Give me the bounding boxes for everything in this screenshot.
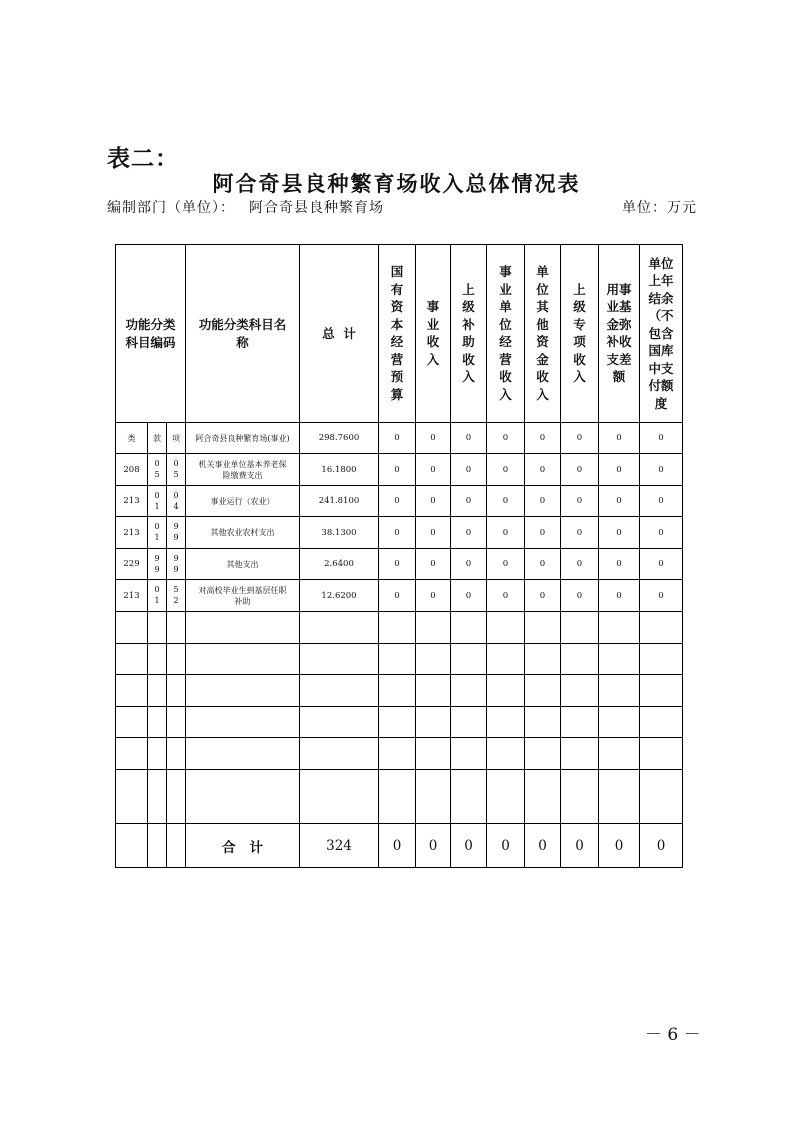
income-table xyxy=(115,244,683,868)
row-value: 0 xyxy=(487,423,525,454)
row-value: 0 xyxy=(487,580,525,612)
total-col-value: 0 xyxy=(561,824,599,868)
row-value: 0 xyxy=(487,549,525,580)
row-value: 0 xyxy=(451,486,487,517)
row-section-code: 99 xyxy=(148,549,167,580)
row-value: 0 xyxy=(525,517,561,549)
header-name: 功能分类科目名称 xyxy=(186,245,300,423)
row-value: 0 xyxy=(416,454,451,486)
row-item-code: 99 xyxy=(167,549,186,580)
total-label: 合 计 xyxy=(186,824,300,868)
row-value: 0 xyxy=(525,486,561,517)
table-row xyxy=(116,486,683,517)
row-value: 0 xyxy=(379,486,416,517)
row-item-code: 04 xyxy=(167,486,186,517)
total-col-value: 0 xyxy=(525,824,561,868)
total-col-value: 0 xyxy=(451,824,487,868)
total-value: 324 xyxy=(300,824,379,868)
table-row xyxy=(116,580,683,612)
total-col-value: 0 xyxy=(487,824,525,868)
row-value: 0 xyxy=(640,454,683,486)
row-value: 0 xyxy=(525,549,561,580)
row-total: 241.8100 xyxy=(300,486,379,517)
table-row xyxy=(116,454,683,486)
row-section-code: 01 xyxy=(148,486,167,517)
empty-row xyxy=(116,707,683,738)
row-value: 0 xyxy=(640,517,683,549)
department-value: 阿合奇县良种繁育场 xyxy=(249,200,384,216)
header-col-8: 单位上年结余（不包含国库中支付额度 xyxy=(640,245,683,423)
row-value: 0 xyxy=(416,486,451,517)
row-value: 0 xyxy=(599,549,640,580)
row-value: 0 xyxy=(525,423,561,454)
row-value: 0 xyxy=(451,423,487,454)
empty-row xyxy=(116,612,683,644)
row-value: 0 xyxy=(416,517,451,549)
row-value: 0 xyxy=(487,454,525,486)
row-item-code: 99 xyxy=(167,517,186,549)
row-name: 机关事业单位基本养老保险缴费支出 xyxy=(186,454,300,486)
table-row xyxy=(116,517,683,549)
header-col-2: 事业收入 xyxy=(416,245,451,423)
row-value: 0 xyxy=(416,580,451,612)
row-value: 0 xyxy=(561,517,599,549)
row-total: 12.6200 xyxy=(300,580,379,612)
row-value: 0 xyxy=(599,423,640,454)
row-class-code: 213 xyxy=(116,580,148,612)
header-col-3: 上级补助收入 xyxy=(451,245,487,423)
empty-row xyxy=(116,738,683,770)
total-col-value: 0 xyxy=(640,824,683,868)
row-class-code: 213 xyxy=(116,517,148,549)
row-name: 其他农业农村支出 xyxy=(186,517,300,549)
row-value: 0 xyxy=(561,580,599,612)
row-value: 0 xyxy=(379,580,416,612)
row-value: 0 xyxy=(416,549,451,580)
department-line xyxy=(107,197,384,217)
row-name: 阿合奇县良种繁育场(事业) xyxy=(186,423,300,454)
row-value: 0 xyxy=(379,517,416,549)
header-row xyxy=(116,245,683,423)
row-value: 0 xyxy=(640,580,683,612)
header-code: 功能分类科目编码 xyxy=(116,245,186,423)
row-name: 对高校毕业生到基层任职补助 xyxy=(186,580,300,612)
row-value: 0 xyxy=(451,549,487,580)
row-value: 0 xyxy=(525,454,561,486)
table-label: 表二： xyxy=(107,145,179,172)
row-total: 16.1800 xyxy=(300,454,379,486)
row-value: 0 xyxy=(487,517,525,549)
row-value: 0 xyxy=(451,454,487,486)
empty-row xyxy=(116,644,683,675)
row-value: 0 xyxy=(561,423,599,454)
header-col-6: 上级专项收入 xyxy=(561,245,599,423)
sub-header-item: 项 xyxy=(167,423,186,454)
row-value: 0 xyxy=(561,454,599,486)
row-value: 0 xyxy=(379,549,416,580)
row-total: 2.6400 xyxy=(300,549,379,580)
row-value: 0 xyxy=(487,486,525,517)
page-number: － 6 － xyxy=(645,1025,701,1045)
header-col-4: 事业单位经营收入 xyxy=(487,245,525,423)
row-section-code: 01 xyxy=(148,580,167,612)
table-row xyxy=(116,549,683,580)
table-row xyxy=(116,423,683,454)
unit-label: 单位：万元 xyxy=(622,200,697,216)
department-label: 编制部门（单位）： xyxy=(107,200,235,216)
row-value: 0 xyxy=(525,580,561,612)
row-section-code: 05 xyxy=(148,454,167,486)
row-value: 0 xyxy=(379,423,416,454)
row-value: 0 xyxy=(561,549,599,580)
empty-row xyxy=(116,675,683,707)
row-value: 0 xyxy=(599,517,640,549)
row-section-code: 01 xyxy=(148,517,167,549)
row-value: 0 xyxy=(599,486,640,517)
total-col-value: 0 xyxy=(416,824,451,868)
total-row xyxy=(116,824,683,868)
row-class-code: 229 xyxy=(116,549,148,580)
row-value: 0 xyxy=(640,549,683,580)
row-value: 0 xyxy=(640,423,683,454)
header-col-1: 国有资本经营预算 xyxy=(379,245,416,423)
empty-row xyxy=(116,770,683,824)
sub-header-class: 类 xyxy=(116,423,148,454)
sub-header-section: 款 xyxy=(148,423,167,454)
row-value: 0 xyxy=(451,517,487,549)
header-col-5: 单位其他资金收入 xyxy=(525,245,561,423)
header-col-7: 用事业基金弥补收支差额 xyxy=(599,245,640,423)
row-value: 0 xyxy=(451,580,487,612)
page-title: 阿合奇县良种繁育场收入总体情况表 xyxy=(212,171,581,196)
row-value: 0 xyxy=(561,486,599,517)
row-total: 38.1300 xyxy=(300,517,379,549)
row-item-code: 52 xyxy=(167,580,186,612)
row-value: 0 xyxy=(640,486,683,517)
row-total: 298.7600 xyxy=(300,423,379,454)
row-value: 0 xyxy=(379,454,416,486)
row-class-code: 213 xyxy=(116,486,148,517)
total-col-value: 0 xyxy=(599,824,640,868)
total-col-value: 0 xyxy=(379,824,416,868)
row-name: 事业运行（农业） xyxy=(186,486,300,517)
row-name: 其他支出 xyxy=(186,549,300,580)
row-value: 0 xyxy=(599,580,640,612)
row-item-code: 05 xyxy=(167,454,186,486)
row-value: 0 xyxy=(599,454,640,486)
header-total: 总 计 xyxy=(300,245,379,423)
row-value: 0 xyxy=(416,423,451,454)
row-class-code: 208 xyxy=(116,454,148,486)
